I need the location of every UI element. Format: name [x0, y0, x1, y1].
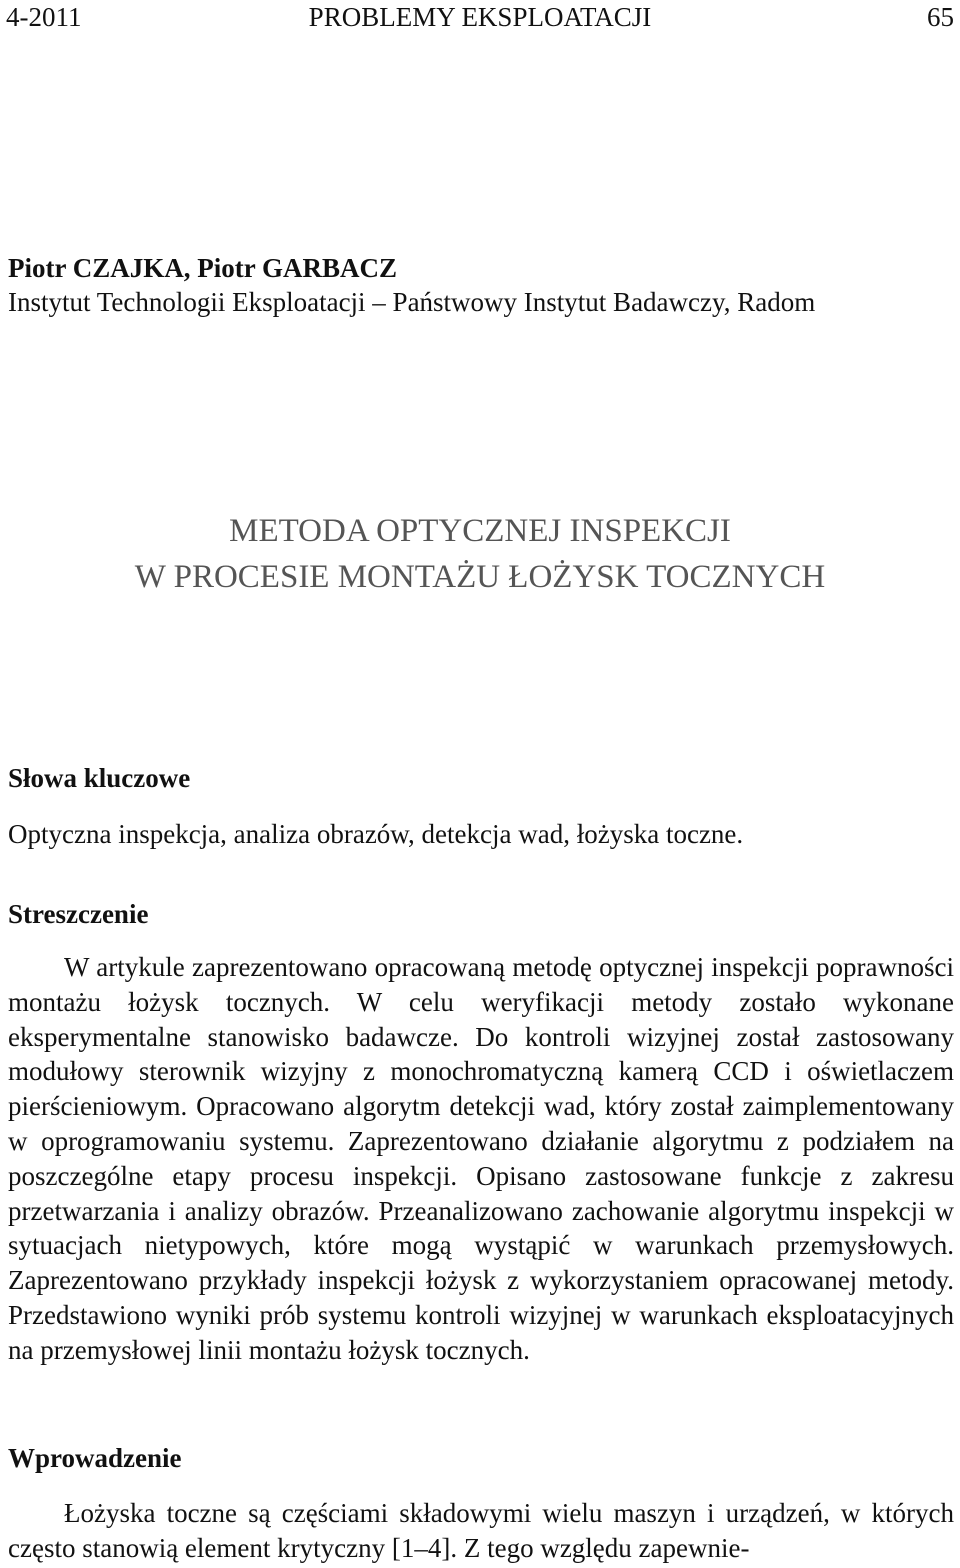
article-title-line-1: METODA OPTYCZNEJ INSPEKCJI [229, 513, 731, 549]
abstract-heading: Streszczenie [8, 899, 149, 929]
introduction-text: Łożyska toczne są częściami składowymi wielu maszyn i urządzeń, w których często stanowią element krytyczny [1–4]. Z tego względu zapewnie- [8, 1498, 954, 1563]
article-title-line-2: W PROCESIE MONTAŻU ŁOŻYSK TOCZNYCH [134, 559, 826, 595]
authors: Piotr CZAJKA, Piotr GARBACZ [8, 253, 397, 283]
keywords-text: Optyczna inspekcja, analiza obrazów, detekcja wad, łożyska toczne. [8, 819, 744, 849]
journal-title: PROBLEMY EKSPLOATACJI [308, 2, 652, 32]
article-title [0, 508, 960, 600]
keywords-heading: Słowa kluczowe [8, 763, 191, 793]
page-number: 65 [927, 2, 954, 32]
abstract-text: W artykule zaprezentowano opracowaną metodę optycznej inspekcji poprawności montażu łożysk tocznych. W celu weryfikacji metody zostało wykonane eksperymentalne stanowisko badawcze. Do kontroli wizyjnej został zastosowany modułowy sterownik wizyjny z monochromatyczną kamerą CCD i oświetlaczem pierścieniowym. Opracowano algorytm detekcji wad, który został zaimplementowany w oprogramowaniu systemu. Zaprezentowano działanie algorytmu z podziałem na poszczególne etapy procesu inspekcji. Opisano zastosowane funkcje z zakresu przetwarzania i analizy obrazów. Przeanalizowano zachowanie algorytmu inspekcji w sytuacjach nietypowych, które mogą wystąpić w warunkach przemysłowych. Zaprezentowano przykłady inspekcji łożysk z wykorzystaniem opracowanej metody. Przedstawiono wyniki prób systemu kontroli wizyjnej w warunkach eksploatacyjnych na przemysłowej linii montażu łożysk tocznych. [8, 952, 954, 1365]
running-header [6, 0, 954, 34]
affiliation: Instytut Technologii Eksploatacji – Państwowy Instytut Badawczy, Radom [8, 287, 816, 317]
introduction-heading: Wprowadzenie [8, 1443, 182, 1473]
issue-number: 4-2011 [6, 2, 82, 32]
